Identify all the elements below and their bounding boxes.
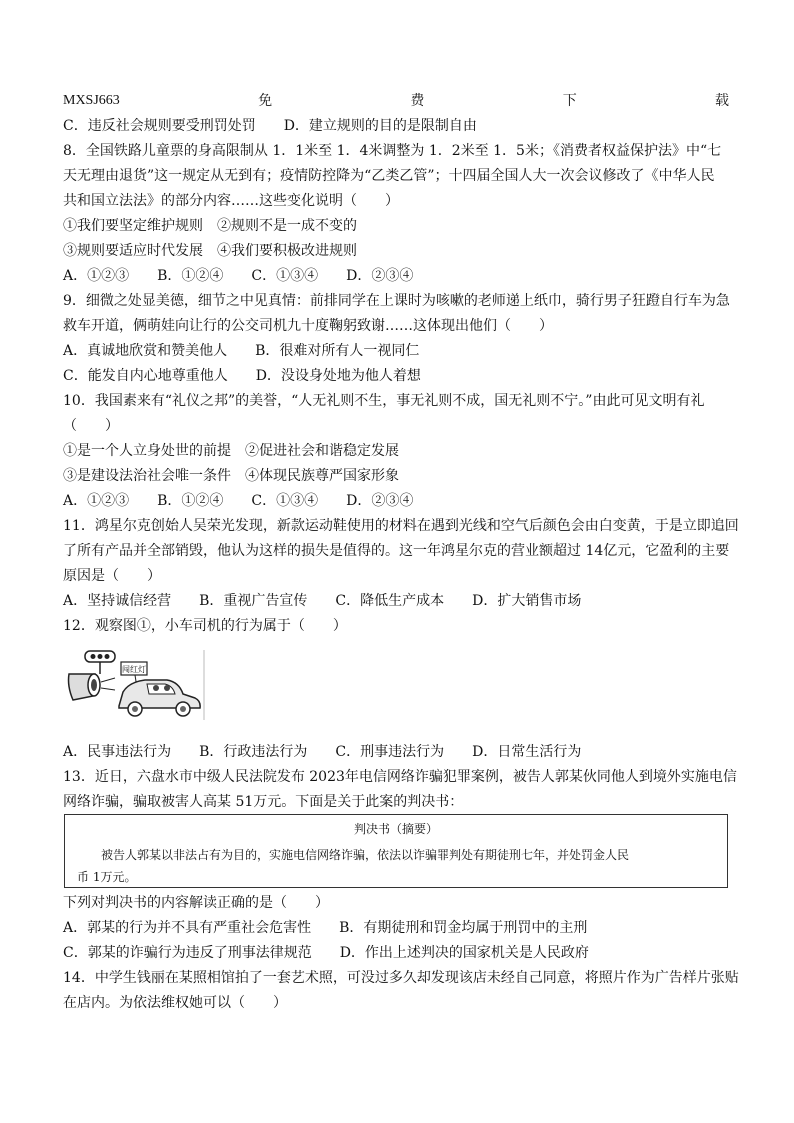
q10-statements-34: ③是建设法治社会唯一条件 ④体现民族尊严国家形象 bbox=[63, 468, 399, 484]
judgment-title: 判决书（摘要） bbox=[353, 822, 438, 836]
q12-stem: 12．观察图①，小车司机的行为属于（ ） bbox=[63, 618, 347, 634]
q11-stem-line3: 原因是（ ） bbox=[63, 568, 161, 584]
q13-stem-line1: 13．近日，六盘水市中级人民法院发布 2023年电信网络诈骗犯罪案例，被告人郭某伙同他人到境外实施电信 bbox=[63, 769, 737, 785]
q8-stem-line2: 天无理由退货”这一规定从无到有；疫情防控降为“乙类乙管”；十四届全国人大一次会议修改了《中华人民 bbox=[63, 168, 715, 184]
q9-stem-line2: 救车开道，俩萌娃向让行的公交司机九十度鞠躬致谢……这体现出他们（ ） bbox=[63, 318, 553, 334]
q9-stem-line1: 9．细微之处显美德，细节之中见真情：前排同学在上课时为咳嗽的老师递上纸巾，骑行男子狂蹬自行车为急 bbox=[63, 293, 730, 309]
q11-stem-line1: 11．鸿星尔克创始人吴荣光发现，新款运动鞋使用的材料在遇到光线和空气后颜色会由白变黄，于是立即追回 bbox=[63, 518, 739, 534]
sign-label: 闯红灯 bbox=[122, 665, 146, 674]
q13-options-cd: C．郭某的诈骗行为违反了刑事法律规范 D．作出上述判决的国家机关是人民政府 bbox=[63, 945, 589, 961]
header-code: MXSJ663 bbox=[63, 93, 120, 108]
q8-stem-line1: 8．全国铁路儿童票的身高限制从 1．1米至 1．4米调整为 1．2米至 1．5米；《消费者权益保护法》中“七 bbox=[63, 143, 722, 159]
q13-options-ab: A．郭某的行为并不具有严重社会危害性 B．有期徒刑和罚金均属于刑罚中的主刑 bbox=[63, 920, 588, 936]
q14-stem-line1: 14．中学生钱丽在某照相馆拍了一套艺术照，可没过多久却发现该店未经自己同意，将照片作为广告样片张贴 bbox=[63, 970, 739, 986]
judgment-box bbox=[64, 814, 728, 888]
q14-stem-line2: 在店内。为依法维权她可以（ ） bbox=[63, 995, 287, 1011]
header-char: 免 bbox=[258, 93, 273, 109]
q12-options: A．民事违法行为 B．行政违法行为 C．刑事违法行为 D．日常生活行为 bbox=[63, 744, 582, 760]
judgment-line1: 被告人郭某以非法占有为目的，实施电信网络诈骗，依法以诈骗罪判处有期徒刑七年，并处罚金人民 bbox=[101, 848, 630, 862]
header-char: 费 bbox=[410, 93, 425, 109]
q10-statements-12: ①是一个人立身处世的前提 ②促进社会和谐稳定发展 bbox=[63, 443, 399, 459]
q11-stem-line2: 了所有产品并全部销毁，他认为这样的损失是值得的。这一年鸿星尔克的营业额超过 14亿元，它盈利的主要 bbox=[63, 543, 730, 559]
q11-options: A．坚持诚信经营 B．重视广告宣传 C．降低生产成本 D．扩大销售市场 bbox=[63, 593, 582, 609]
q9-options-cd: C．能发自内心地尊重他人 D．没设身处地为他人着想 bbox=[63, 368, 421, 384]
q8-options: A．①②③ B．①②④ C．①③④ D．②③④ bbox=[63, 268, 414, 284]
header-char: 载 bbox=[714, 93, 729, 109]
q7-options-cd: C．违反社会规则要受刑罚处罚 D．建立规则的目的是限制自由 bbox=[63, 118, 477, 134]
q10-stem-line1: 10．我国素来有“礼仪之邦”的美誉，“人无礼则不生，事无礼则不成，国无礼则不宁。”由此可见文明有礼 bbox=[63, 393, 705, 409]
judgment-line2: 币 1万元。 bbox=[77, 870, 137, 884]
q13-question: 下列对判决书的内容解读正确的是（ ） bbox=[63, 895, 329, 911]
q12-illustration bbox=[63, 648, 205, 722]
q10-stem-line2: （ ） bbox=[63, 418, 119, 434]
q8-statements-34: ③规则要适应时代发展 ④我们要积极改进规则 bbox=[63, 243, 357, 259]
page-header bbox=[63, 92, 729, 110]
q8-stem-line3: 共和国立法法》的部分内容……这些变化说明（ ） bbox=[63, 193, 399, 209]
q10-options: A．①②③ B．①②④ C．①③④ D．②③④ bbox=[63, 493, 414, 509]
q8-statements-12: ①我们要坚定维护规则 ②规则不是一成不变的 bbox=[63, 218, 357, 234]
q13-stem-line2: 网络诈骗，骗取被害人高某 51万元。下面是关于此案的判决书： bbox=[63, 794, 464, 810]
q9-options-ab: A．真诚地欣赏和赞美他人 B．很难对所有人一视同仁 bbox=[63, 343, 420, 359]
header-char: 下 bbox=[562, 93, 577, 109]
